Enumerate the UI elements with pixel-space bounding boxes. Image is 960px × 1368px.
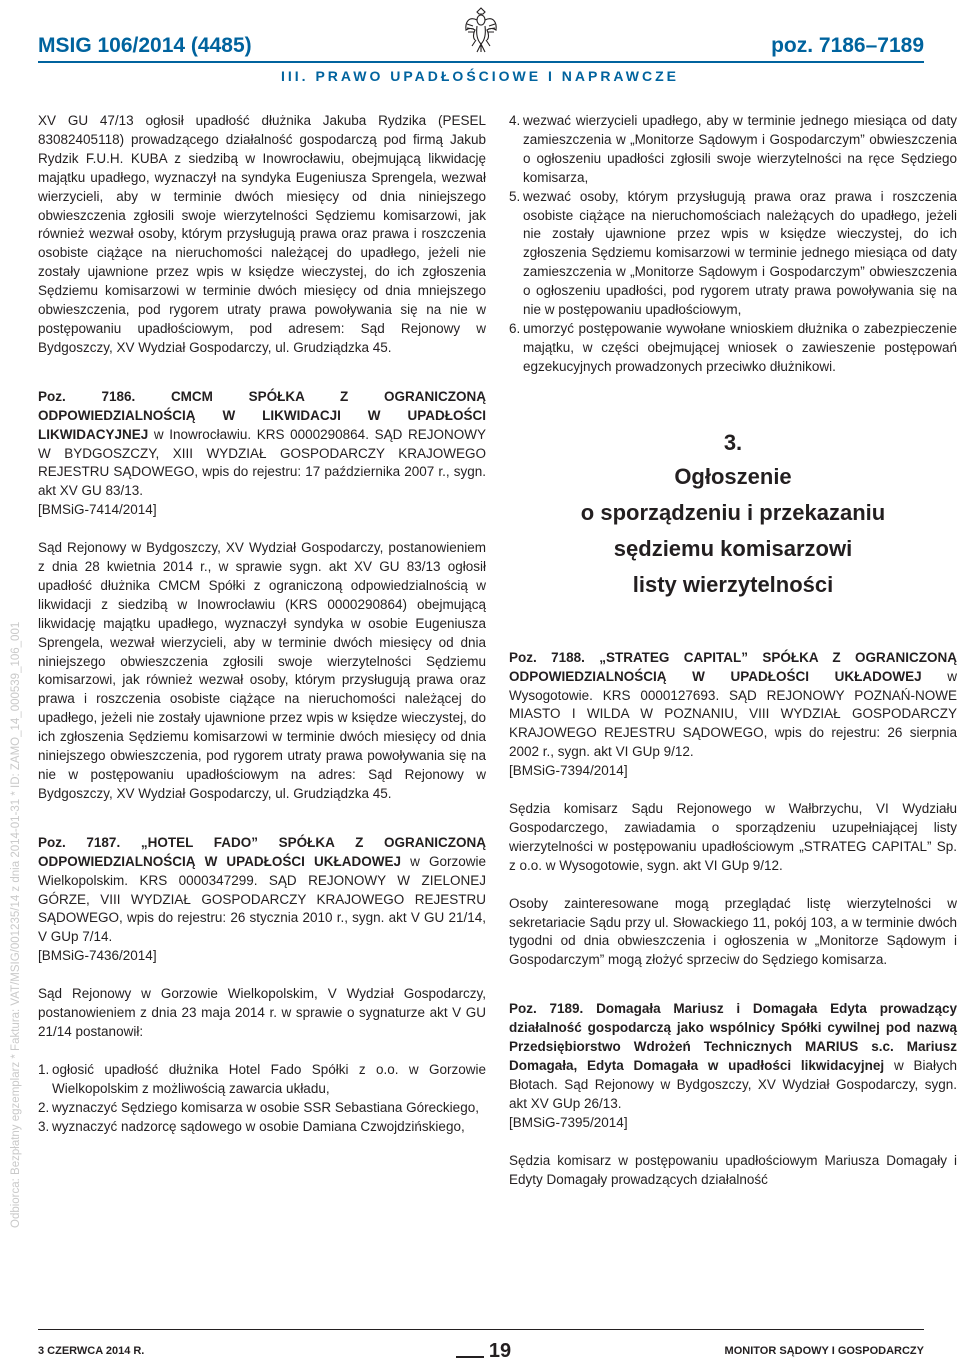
intro-paragraph: XV GU 47/13 ogłosił upadłość dłużnika Jakuba Rydzika (PESEL 83082405118) prowadzącego działalność gospodarczą pod firmą Jakub Rydzik F.U.H. KUBA z siedzibą w Inowrocławiu, obejmującą likwidację majątku upadłego, wyznaczył na syndyka Eugeniusza Sprengela, wezwał wierzycieli, aby w terminie dwóch miesięcy od dnia niniejszego obwieszczenia zgłosili swoje wierzytelności Sędziemu komisarzowi, jak również wezwał osoby, którym przysługują prawa oraz prawa i roszczenia osobiste ciążące na nieruchomości należącej do upadłego, jeżeli nie zostały ujawnione przez wpis w księdze wieczystej, do ich zgłoszenia Sędziemu komisarzowi w terminie dwóch miesięcy od dnia mniejszego obwieszczenia, pod rygorem utraty prawa powoływania się na nie w postępowaniu upadłościowym, pod adresem: Sąd Rejonowy w Bydgoszczy, XV Wydział Gospodarczy, ul. Grudziądzka 45. bbox=[38, 113, 486, 355]
entry-7186-name: CMCM SPÓŁKA Z OGRANICZONĄ ODPOWIEDZIALNOŚCIĄ W LIKWIDACJI W UPADŁOŚCI LIKWIDACYJNEJ bbox=[38, 388, 486, 442]
announcement-line: listy wierzytelności bbox=[632, 571, 834, 597]
list-item: 5. wezwać osoby, którym przysługują prawa oraz prawa i roszczenia osobiste ciążące na nieruchomościach należących do upadłego, jeżeli nie zostały ujawnione przez wpis w księdze wieczystej, do ich zgłoszenia Sędziemu komisarzowi w terminie jednego miesiąca od daty zamieszczenia w „Monitorze Sądowym i Gospodarczym” obwieszczenia o ogłoszeniu upadłości, pod rygorem utraty prawa powoływania się na nie w postępowaniu upadłościowym, bbox=[509, 188, 957, 318]
announcement-line: o sporządzeniu i przekazaniu bbox=[580, 499, 886, 525]
list-item: 1. ogłosić upadłość dłużnika Hotel Fado Spółki z o.o. w Gorzowie Wielkopolskim z możliwością zawarcia układu, bbox=[38, 1061, 486, 1096]
announcement-number: 3. bbox=[723, 429, 743, 455]
watermark bbox=[0, 0, 20, 1368]
entry-7189-name: Domagała Mariusz i Domagała Edyta prowadzący działalność gospodarczą jako wspólnicy Spółki cywilnej pod nazwą Przedsiębiorstwo Wdrożeń Technicznych MARIUS s.c. Mariusz Domagała, Edyta Domagała w upadłości likwidacyjnej bbox=[509, 1001, 957, 1073]
header-rule bbox=[38, 61, 924, 63]
publication-title: MONITOR SĄDOWY I GOSPODARCZY bbox=[724, 1345, 924, 1357]
entry-7187-registry: w Gorzowie Wielkopolskim. KRS 0000347299. SĄD REJONOWY W ZIELONEJ GÓRZE, VIII WYDZIAŁ GOSPODARCZY KRAJOWEGO REJESTRU SĄDOWEGO, wpis do rejestru: 26 stycznia 2010 r., sygn. akt V GU 21/14, V GUp 7/14. bbox=[38, 853, 486, 945]
announcement-line: sędziemu komisarzowi bbox=[613, 535, 853, 561]
entry-7187-body: Sąd Rejonowy w Gorzowie Wielkopolskim, V Wydział Gospodarczy, postanowieniem z dnia 23 maja 2014 r. w sprawie o sygnaturze akt V GU 21/14 postanowił: bbox=[38, 986, 486, 1039]
watermark-text: Odbiorca: Bezpłatny egzemplarz * Faktura: VAT/MSIG/001235/14 z dnia 2014-01-31 * ID: ZAMO_14_000539_106_001 bbox=[10, 621, 22, 1228]
section-title: III. PRAWO UPADŁOŚCIOWE I NAPRAWCZE bbox=[281, 68, 679, 84]
list-item: 6. umorzyć postępowanie wywołane wnioskiem dłużnika o zabezpieczenie majątku, w części obejmującej wniosek o zawieszenie postępowań egzekucyjnych prowadzonych przeciwko dłużnikowi. bbox=[509, 320, 957, 374]
position-range: poz. 7186–7189 bbox=[771, 34, 924, 57]
issue-number: MSIG 106/2014 (4485) bbox=[38, 34, 252, 57]
right-column bbox=[509, 112, 957, 1189]
entry-7187-number: Poz. 7187. bbox=[38, 834, 121, 850]
entry-7187-heading bbox=[38, 834, 486, 947]
list-item: 3. wyznaczyć nadzorcę sądowego w osobie Damiana Czwojdzińskiego, bbox=[38, 1118, 465, 1134]
entry-7187-name: „HOTEL FADO” SPÓŁKA Z OGRANICZONĄ ODPOWIEDZIALNOŚCIĄ W UPADŁOŚCI UKŁADOWEJ bbox=[38, 834, 486, 869]
entry-7188-heading bbox=[509, 649, 957, 762]
entry-7188-name: „STRATEG CAPITAL” SPÓŁKA Z OGRANICZONĄ ODPOWIEDZIALNOŚCIĄ W UPADŁOŚCI UKŁADOWEJ bbox=[509, 649, 957, 684]
continued-list bbox=[509, 112, 957, 377]
list-item: 2. wyznaczyć Sędziego komisarza w osobie SSR Sebastiana Góreckiego, bbox=[38, 1099, 479, 1115]
entry-7189-body: Sędzia komisarz w postępowaniu upadłościowym Mariusza Domagały i Edyty Domagały prowadzących działalność bbox=[509, 1152, 957, 1187]
footer-rule bbox=[38, 1329, 924, 1330]
entry-7189-heading bbox=[509, 1000, 957, 1113]
entry-7189-registry: w Białych Błotach. Sąd Rejonowy w Bydgoszczy, XV Wydział Gospodarczy, sygn. akt XV GUp 26/13. bbox=[509, 1058, 957, 1111]
entry-7187-ref: [BMSiG-7436/2014] bbox=[38, 948, 157, 964]
entry-7187-list bbox=[38, 1061, 486, 1137]
page-number: 19 bbox=[488, 1340, 512, 1362]
entry-7188-number: Poz. 7188. bbox=[509, 649, 585, 665]
entry-7186-number: Poz. 7186. bbox=[38, 388, 136, 404]
list-item: 4. wezwać wierzycieli upadłego, aby w terminie jednego miesiąca od daty zamieszczenia w „Monitorze Sądowym i Gospodarczym” obwieszczenia o ogłoszeniu upadłości zgłosili swoje wierzytelności na ręce Sędziego komisarza, bbox=[509, 113, 957, 185]
entry-7186-registry: w Inowrocławiu. KRS 0000290864. SĄD REJONOWY W BYDGOSZCZY, XIII WYDZIAŁ GOSPODARCZY KRAJOWEGO REJESTRU SĄDOWEGO, wpis do rejestru: 17 października 2007 r., sygn. akt XV GU 83/13. bbox=[38, 426, 486, 499]
left-column bbox=[38, 112, 486, 1137]
entry-7188-registry: w Wysogotowie. KRS 0000127693. SĄD REJONOWY POZNAŃ-NOWE MIASTO I WILDA W POZNANIU, VIII WYDZIAŁ GOSPODARCZY KRAJOWEGO REJESTRU SĄDOWEGO, wpis do rejestru: 26 sierpnia 2002 r., sygn. akt VI GUp 9/12. bbox=[509, 668, 957, 760]
eagle-emblem-icon bbox=[463, 6, 499, 54]
entry-7186-heading bbox=[38, 388, 486, 501]
announcement-heading bbox=[509, 427, 957, 603]
entry-7189-ref: [BMSiG-7395/2014] bbox=[509, 1114, 628, 1130]
issue-date: 3 CZERWCA 2014 R. bbox=[38, 1345, 145, 1357]
entry-7186-ref: [BMSiG-7414/2014] bbox=[38, 502, 157, 518]
entry-7188-body-2: Osoby zainteresowane mogą przeglądać listę wierzytelności w sekretariacie Sądu przy ul. Słowackiego 11, pokój 103, a w terminie dwóch tygodni od dnia obwieszczenia i ogłoszenia w „Monitorze Sądowym i Gospodarczym” mogą złożyć sprzeciw do Sędziego komisarza. bbox=[509, 895, 957, 968]
entry-7189-number: Poz. 7189. bbox=[509, 1001, 584, 1017]
entry-7186-body: Sąd Rejonowy w Bydgoszczy, XV Wydział Gospodarczy, postanowieniem z dnia 28 kwietnia 2014 r., w sprawie sygn. akt XV GU 83/13 ogłosił upadłość dłużnika CMCM Spółki z ograniczoną odpowiedzialnością w likwidacji z siedzibą w Inowrocławiu (KRS 0000290864) obejmującą likwidację majątku upadłego, wyznaczył syndyka w osobie Eugeniusza Sprengela, wezwał wierzycieli, aby w terminie dwóch miesięcy od dnia niniejszego obwieszczenia zgłosili swoje wierzytelności Sędziemu komisarzowi, jak również wezwał osoby, którym przysługują prawa oraz prawa i roszczenia osobiste ciążące na nieruchomości należącej do upadłego, jeżeli nie zostały ujawnione przez wpis w księdze wieczystej, do ich zgłoszenia Sędziemu komisarzowi w terminie dwóch miesięcy od dnia niniejszego obwieszczenia, pod rygorem utraty prawa powoływania się na nie w postępowaniu upadłościowym na adres: Sąd Rejonowy w Bydgoszczy, XV Wydział Gospodarczy, ul. Grudziądzka 45. bbox=[38, 540, 486, 801]
announcement-line: Ogłoszenie bbox=[674, 463, 792, 489]
entry-7188-ref: [BMSiG-7394/2014] bbox=[509, 763, 628, 779]
entry-7188-body-1: Sędzia komisarz Sądu Rejonowego w Wałbrzychu, VI Wydziału Gospodarczego, zawiadamia o sporządzeniu uzupełniającej listy wierzytelności w postępowaniu upadłościowym „STRATEG CAPITAL” Sp. z o.o. w Wysogotowie, sygn. akt VI GUp 9/12. bbox=[509, 801, 957, 873]
